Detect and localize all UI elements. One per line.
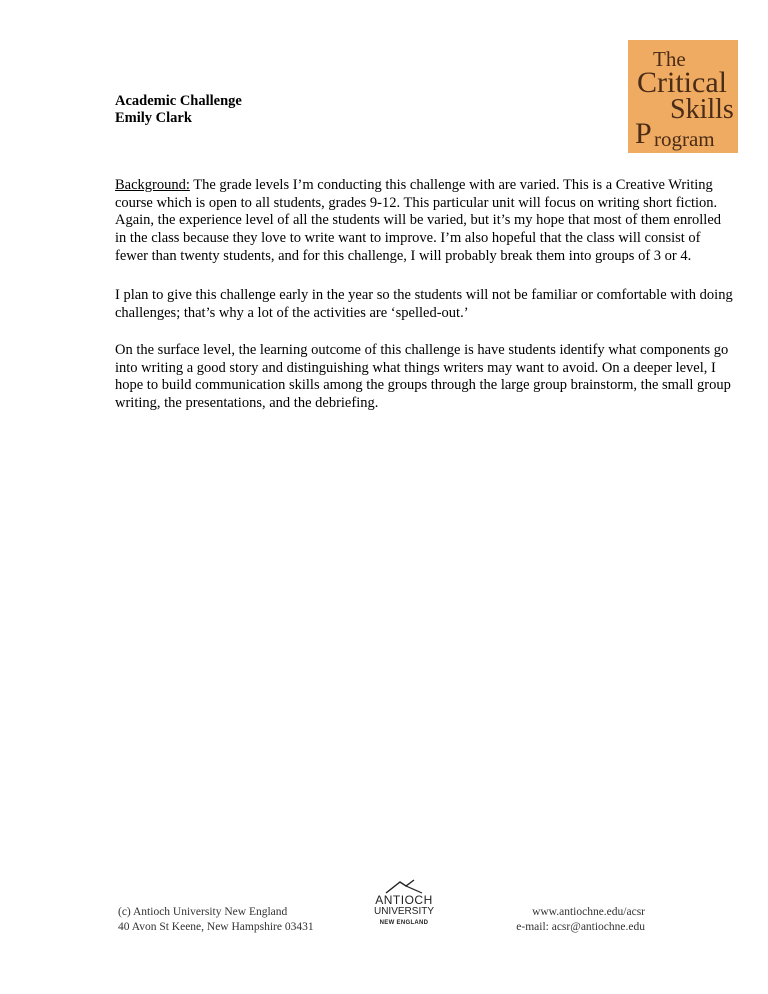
footer-email: e-mail: acsr@antiochne.edu <box>516 921 645 933</box>
timing-paragraph: I plan to give this challenge early in the year so the students will not be familiar or comfortable with doing challenges; that’s why a lot of the activities are ‘spelled-out.’ <box>115 287 733 321</box>
logo-text-program-rest: rogram <box>654 127 715 151</box>
document-author: Emily Clark <box>115 110 192 126</box>
logo-text-program-initial: P <box>635 117 652 150</box>
antioch-logo-line1: ANTIOCH <box>375 893 433 907</box>
antioch-university-logo <box>372 878 436 930</box>
logo-text-skills: Skills <box>670 94 734 125</box>
critical-skills-program-logo <box>628 40 738 153</box>
footer-copyright: (c) Antioch University New England <box>118 906 288 918</box>
background-text: The grade levels I’m conducting this challenge with are varied. This is a Creative Writing course which is open to all students, grades 9-12. This particular unit will focus on writing short fiction. Again, the experience level of all the students will be varied, but it’s my hope that most of them enrolled in the class because they love to write want to improve. I’m also hopeful that the class will consist of fewer than twenty students, and for this challenge, I will probably break them into groups of 3 or 4. <box>115 177 722 264</box>
background-label: Background: <box>115 177 190 193</box>
antioch-logo-line2: UNIVERSITY <box>373 906 434 917</box>
document-title: Academic Challenge <box>115 93 242 109</box>
outcome-paragraph: On the surface level, the learning outcome of this challenge is have students identify what components go into writing a good story and distinguishing what things writers may want to avoid. On a deeper level, I hope to build communication skills among the groups through the large group brainstorm, the small group writing, the presentations, and the debriefing. <box>115 342 731 412</box>
footer-address: 40 Avon St Keene, New Hampshire 03431 <box>118 921 314 933</box>
footer-address-block <box>118 905 314 935</box>
footer-website: www.antiochne.edu/acsr <box>532 906 645 918</box>
background-paragraph <box>115 177 735 266</box>
footer-contact-block <box>510 905 645 935</box>
logo-text-critical: Critical <box>637 66 727 99</box>
logo-text-the: The <box>653 47 686 71</box>
antioch-logo-line3: NEW ENGLAND <box>379 920 429 926</box>
document-heading <box>115 93 242 127</box>
mountain-icon <box>384 878 424 894</box>
